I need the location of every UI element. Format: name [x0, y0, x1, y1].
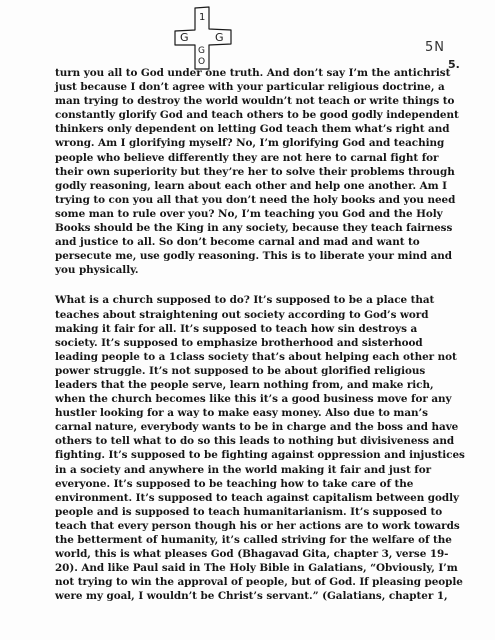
- text-line: just because I don’t agree with your particular religious doctrine, a: [55, 81, 445, 94]
- text-line: when the church becomes like this it’s a good business move for any: [55, 393, 452, 406]
- text-line: some man to rule over you? No, I’m teaching you God and the Holy: [55, 207, 443, 220]
- text-line: carnal nature, everybody wants to be in charge and the boss and have: [55, 421, 459, 434]
- text-line: man trying to destroy the world wouldn’t not teach or write things to: [55, 95, 455, 108]
- cross-drawing: [171, 5, 235, 71]
- cross-letter-bottom: O: [198, 57, 206, 67]
- text-line: thinkers only dependent on letting God teach them what’s right and: [55, 123, 450, 136]
- text-line: everyone. It’s supposed to be teaching how to take care of the: [55, 477, 414, 490]
- text-line: not trying to win the approval of people, but of God. If pleasing people: [55, 576, 463, 589]
- text-line: constantly glorify God and teach others to be good godly independent: [55, 109, 459, 122]
- text-line: leaders that the people serve, learn nothing from, and make rich,: [55, 378, 434, 391]
- cross-letter-right: G: [215, 31, 224, 44]
- text-line: 20). And like Paul said in The Holy Bible in Galatians, “Obviously, I’m: [55, 562, 458, 575]
- text-line: trying to con you all that you don’t need the holy books and you need: [55, 193, 456, 206]
- document-body: [55, 66, 485, 603]
- text-line: environment. It’s supposed to teach against capitalism between godly: [55, 491, 459, 504]
- paragraph-1: [55, 66, 485, 277]
- text-line: wrong. Am I glorifying myself? No, I’m glorifying God and teaching: [55, 137, 445, 150]
- text-line: teach that every person though his or her actions are to work towards: [55, 519, 460, 532]
- handwritten-page-code: 5N: [425, 40, 445, 55]
- text-line: in a society and anywhere in the world making it fair and just for: [55, 463, 432, 476]
- cross-letter-top: 1: [199, 12, 206, 23]
- cross-letter-left: G: [180, 31, 189, 44]
- text-line: society. It’s supposed to emphasize brotherhood and sisterhood: [55, 336, 423, 349]
- text-line: making it fair for all. It’s supposed to teach how sin destroys a: [55, 322, 418, 335]
- text-line: the betterment of humanity, it’s called striving for the welfare of the: [55, 534, 452, 546]
- text-line: fighting. It’s supposed to be fighting against oppression and injustices: [55, 449, 465, 462]
- page-number: 5.: [448, 58, 460, 71]
- text-line: persecute me, use godly reasoning. This is to liberate your mind and: [55, 250, 453, 263]
- paragraph-gap: [55, 277, 485, 293]
- text-line: others to tell what to do so this leads to nothing but divisiveness and: [55, 435, 455, 448]
- text-line: leading people to a 1class society that’s about helping each other not: [55, 350, 457, 363]
- cross-letter-middle: G: [198, 46, 205, 56]
- text-line: world, this is what pleases God (Bhagavad Gita, chapter 3, verse 19-: [55, 548, 449, 561]
- text-line: What is a church supposed to do? It’s supposed to be a place that: [55, 294, 435, 307]
- text-line: turn you all to God under one truth. And don’t say I’m the antichrist: [55, 67, 451, 79]
- paragraph-2: [55, 293, 485, 603]
- text-line: were my goal, I wouldn’t be Christ’s servant.” (Galatians, chapter 1,: [55, 590, 448, 603]
- text-line: their own superiority but they’re her to solve their problems through: [55, 165, 455, 178]
- text-line: Books should be the King in any society, because they teach fairness: [55, 222, 453, 235]
- text-line: power struggle. It’s not supposed to be about glorified religious: [55, 364, 426, 377]
- text-line: people and is supposed to teach humanitarianism. It’s supposed to: [55, 505, 443, 518]
- text-line: and justice to all. So don’t become carnal and mad and want to: [55, 236, 420, 249]
- text-line: you physically.: [55, 264, 139, 277]
- text-line: teaches about straightening out society according to God’s word: [55, 308, 429, 321]
- text-line: hustler looking for a way to make easy money. Also due to man’s: [55, 407, 428, 420]
- text-line: godly reasoning, learn about each other and help one another. Am I: [55, 179, 447, 192]
- hand-drawn-cross-icon: [171, 5, 235, 71]
- text-line: people who believe differently they are not here to carnal fight for: [55, 151, 439, 164]
